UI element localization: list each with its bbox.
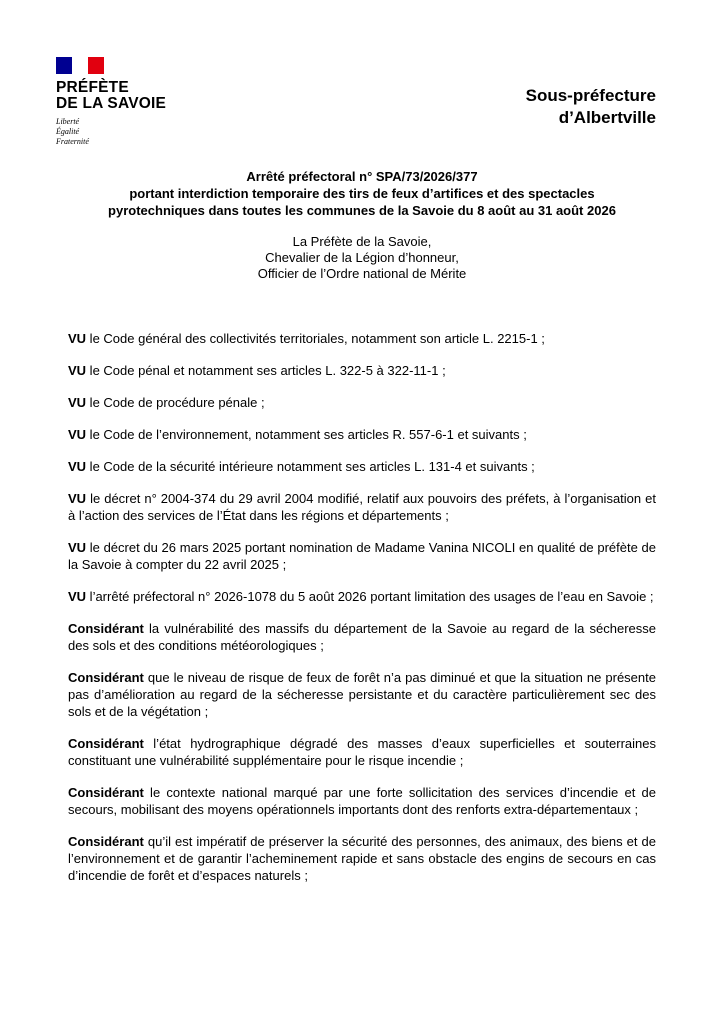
authority-line1: La Préfète de la Savoie, <box>292 234 432 249</box>
decree-title-line3: pyrotechniques dans toutes les communes de la Savoie du 8 août au 31 août 2026 <box>108 203 616 218</box>
paragraph-text: la vulnérabilité des massifs du département de la Savoie au regard de la sécheresse des sols et des conditions météorologiques ; <box>68 621 656 653</box>
sous-prefecture-line2: d’Albertville <box>558 108 656 127</box>
sous-prefecture-heading <box>526 85 656 129</box>
considerant-paragraph <box>68 620 656 654</box>
visa-paragraph <box>68 588 656 605</box>
decree-title <box>40 168 684 219</box>
paragraph-text: l’arrêté préfectoral n° 2026-1078 du 5 août 2026 portant limitation des usages de l’eau en Savoie ; <box>86 589 654 604</box>
paragraph-text: l’état hydrographique dégradé des masses d’eaux superficielles et souterraines constituant une vulnérabilité supplémentaire pour le risque incendie ; <box>68 736 656 768</box>
paragraph-text: le Code pénal et notamment ses articles L. 322-5 à 322-11-1 ; <box>86 363 446 378</box>
sous-prefecture-line1: Sous-préfecture <box>525 86 656 105</box>
paragraph-text: le Code général des collectivités territoriales, notamment son article L. 2215-1 ; <box>86 331 545 346</box>
paragraph-text: que le niveau de risque de feux de forêt n’a pas diminué et que la situation ne présente pas d’amélioration au regard de la sécheresse persistante et du caractère particulièrement sec des sols et de la végétation ; <box>68 670 656 719</box>
visa-paragraph <box>68 330 656 347</box>
visa-paragraph <box>68 458 656 475</box>
prefecture-name-line1: PRÉFÈTE <box>56 79 129 96</box>
decree-body <box>68 330 656 899</box>
paragraph-text: le décret n° 2004-374 du 29 avril 2004 modifié, relatif aux pouvoirs des préfets, à l’organisation et à l’action des services de l’État dans les régions et départements ; <box>68 491 656 523</box>
visa-paragraph <box>68 426 656 443</box>
paragraph-text: le contexte national marqué par une forte sollicitation des services d’incendie et de secours, mobilisant des moyens opérationnels importants dont des renforts extra-départementaux ; <box>68 785 656 817</box>
motto-egalite: Égalité <box>56 127 80 136</box>
paragraph-keyword: Considérant <box>68 621 144 636</box>
paragraph-keyword: VU <box>68 331 87 346</box>
visa-paragraph <box>68 362 656 379</box>
paragraph-keyword: VU <box>68 540 87 555</box>
authority-line2: Chevalier de la Légion d’honneur, <box>265 250 459 265</box>
decree-title-line1: Arrêté préfectoral n° SPA/73/2026/377 <box>246 169 478 184</box>
considerant-paragraph <box>68 833 656 884</box>
issuing-authority <box>40 234 684 282</box>
paragraph-keyword: VU <box>68 427 87 442</box>
visa-paragraph <box>68 490 656 524</box>
authority-line3: Officier de l’Ordre national de Mérite <box>257 266 467 281</box>
paragraph-text: le Code de procédure pénale ; <box>86 395 265 410</box>
visa-paragraph <box>68 539 656 573</box>
prefecture-name-line2: DE LA SAVOIE <box>56 95 167 112</box>
paragraph-text: le décret du 26 mars 2025 portant nomination de Madame Vanina NICOLI en qualité de préfète de la Savoie à compter du 22 avril 2025 ; <box>68 540 656 572</box>
paragraph-text: qu’il est impératif de préserver la sécurité des personnes, des animaux, des biens et de l’environnement et de garantir l’acheminement rapide et sans obstacle des engins de secours en cas d’incendie de forêt et d’espaces naturels ; <box>68 834 656 883</box>
motto-fraternite: Fraternité <box>56 137 89 146</box>
prefecture-name <box>56 80 216 112</box>
french-flag-icon <box>56 57 104 74</box>
paragraph-keyword: Considérant <box>68 736 144 751</box>
visa-paragraph <box>68 394 656 411</box>
paragraph-keyword: VU <box>68 491 87 506</box>
decree-title-line2: portant interdiction temporaire des tirs de feux d’artifices et des spectacles <box>129 186 595 201</box>
considerant-paragraph <box>68 784 656 818</box>
considerant-paragraph <box>68 669 656 720</box>
paragraph-keyword: Considérant <box>68 834 144 849</box>
considerant-paragraph <box>68 735 656 769</box>
paragraph-text: le Code de la sécurité intérieure notamment ses articles L. 131-4 et suivants ; <box>86 459 535 474</box>
republic-motto <box>56 117 216 147</box>
paragraph-keyword: Considérant <box>68 670 144 685</box>
paragraph-text: le Code de l’environnement, notamment ses articles R. 557-6-1 et suivants ; <box>86 427 527 442</box>
motto-liberte: Liberté <box>56 117 80 126</box>
prefecture-logo <box>56 57 216 147</box>
paragraph-keyword: VU <box>68 363 87 378</box>
paragraph-keyword: VU <box>68 589 87 604</box>
paragraph-keyword: Considérant <box>68 785 144 800</box>
paragraph-keyword: VU <box>68 395 87 410</box>
paragraph-keyword: VU <box>68 459 87 474</box>
